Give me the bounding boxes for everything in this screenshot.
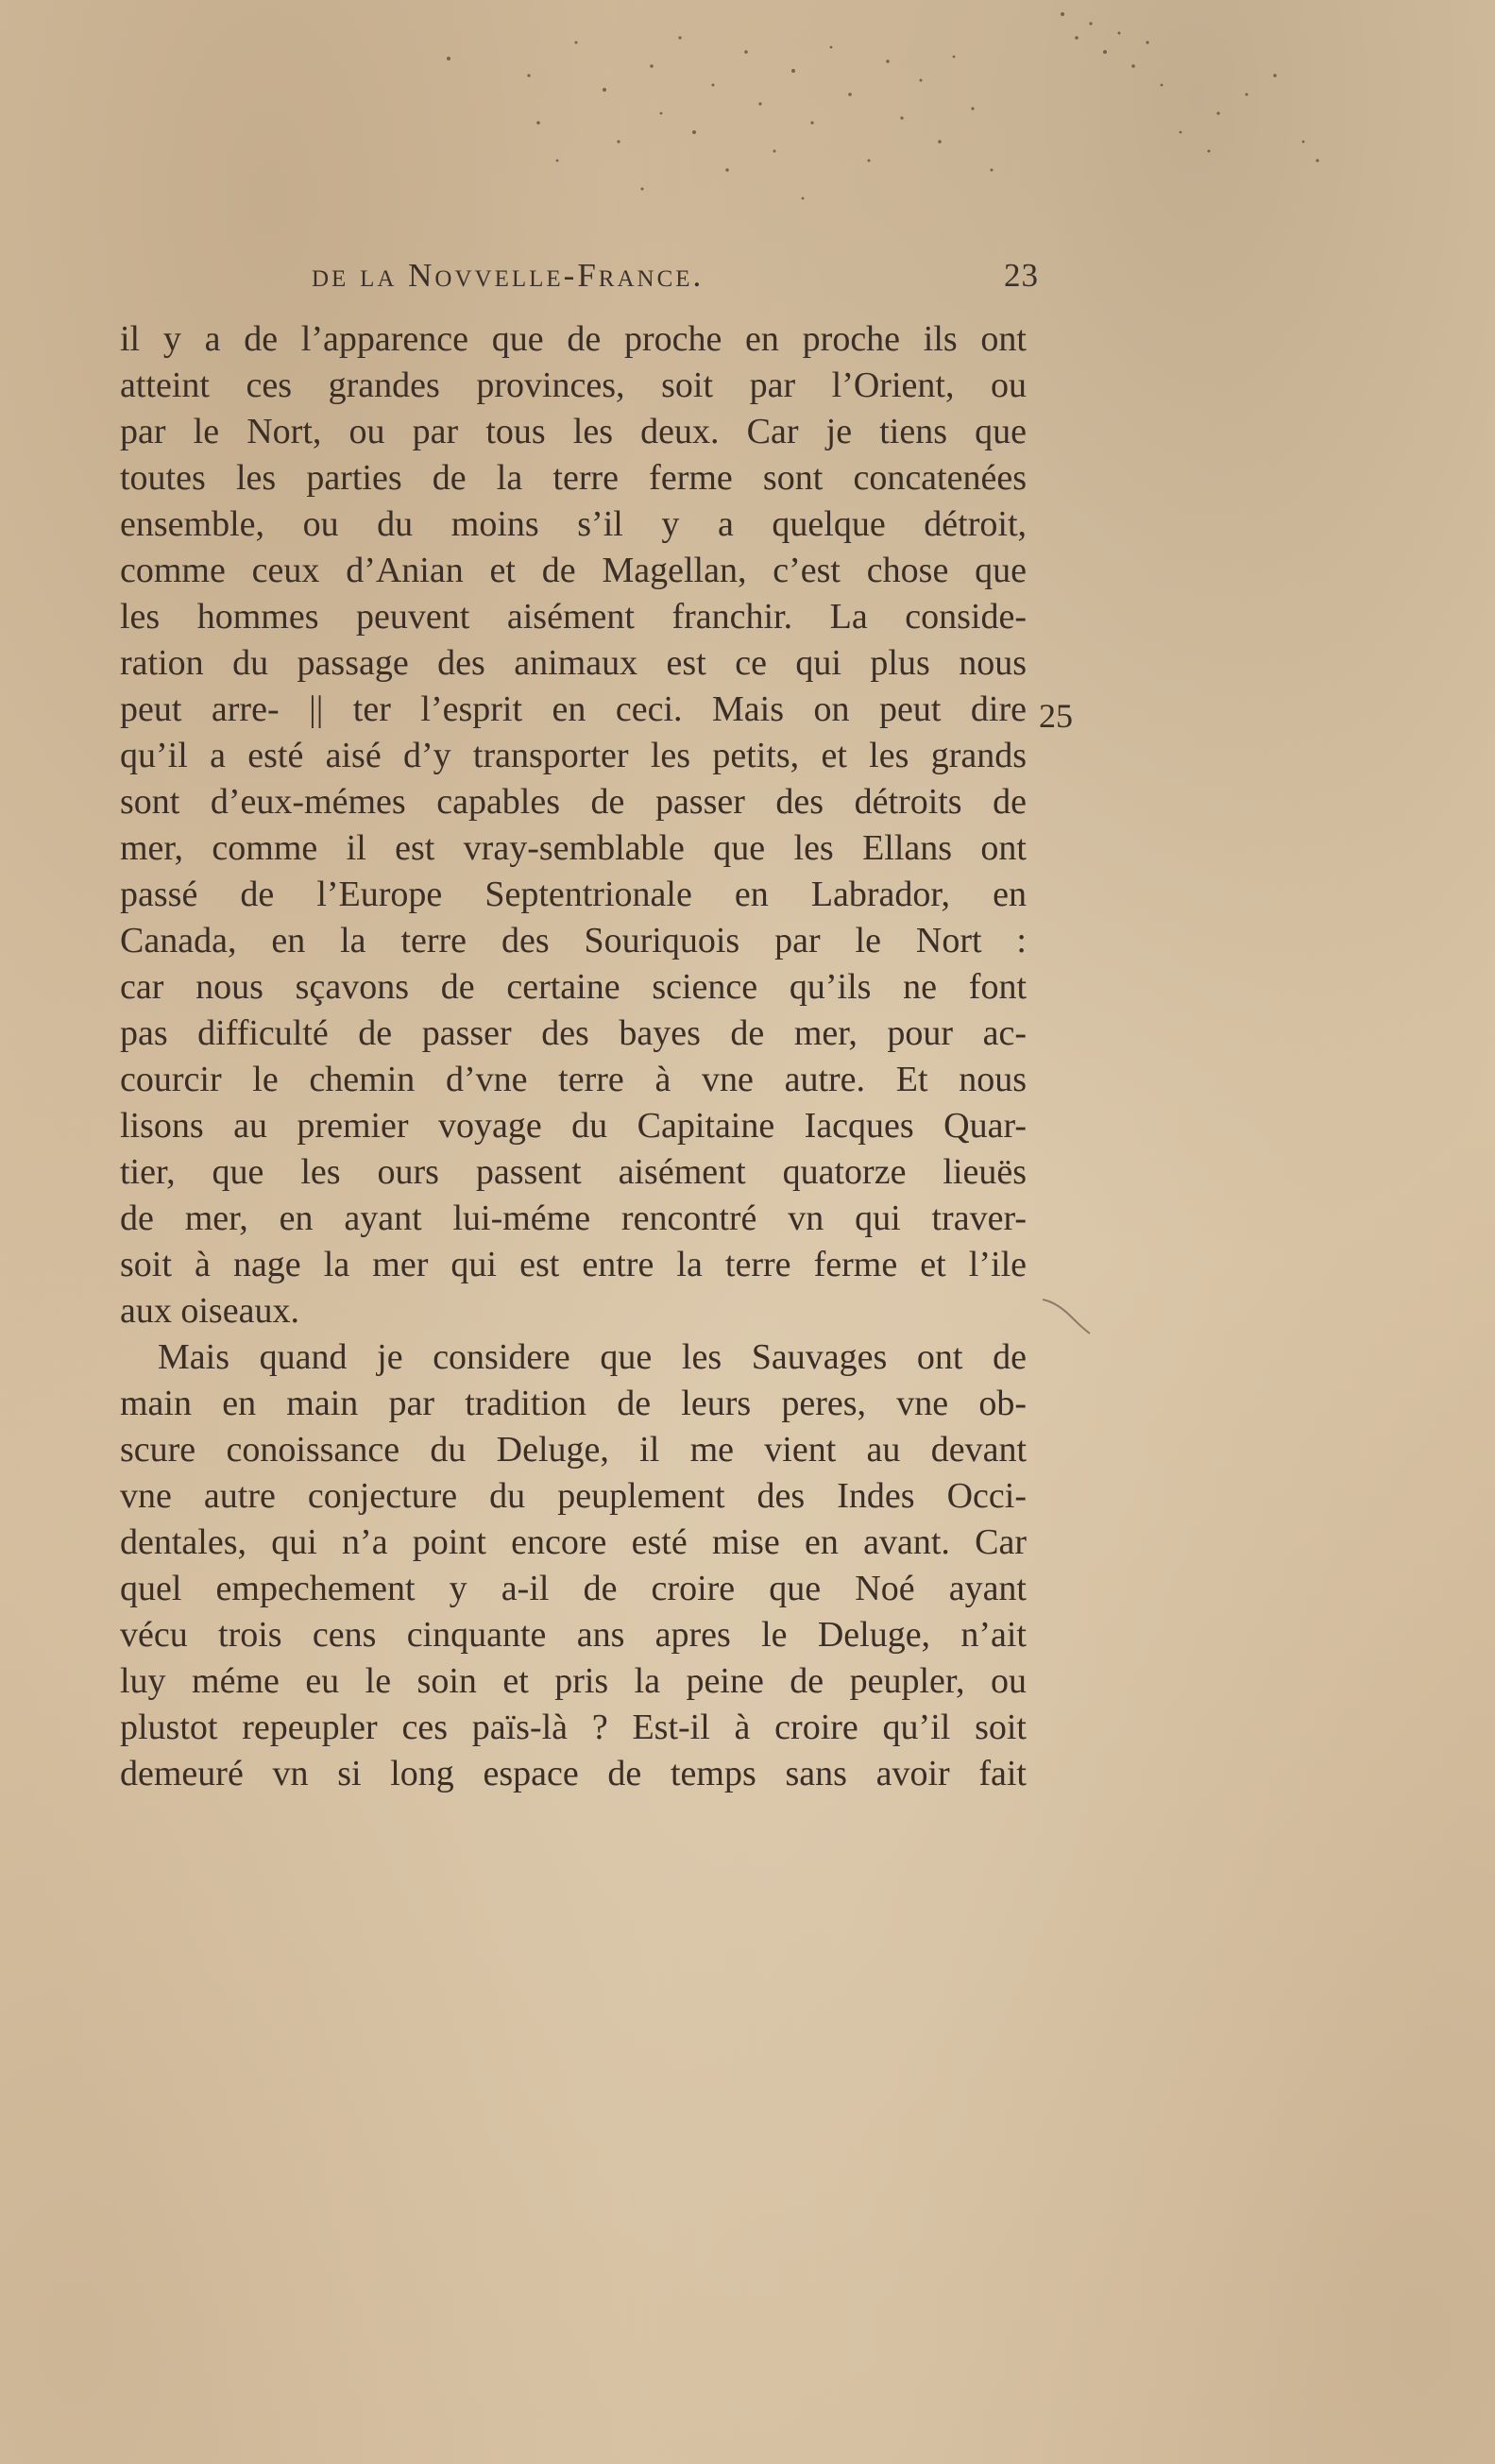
page-number: 23 [1004, 257, 1039, 294]
text-line: demeuré vn si long espace de temps sans avoir fait [120, 1754, 1027, 1793]
text-line: comme ceux d’Anian et de Magellan, c’est chose que [120, 551, 1027, 590]
text-line: de mer, en ayant lui-méme rencontré vn qui traver- [120, 1198, 1027, 1238]
text-line: dentales, qui n’a point encore esté mise en avant. Car [120, 1522, 1027, 1562]
text-line: peut arre- || ter l’esprit en ceci. Mais on peut dire [120, 689, 1027, 729]
text-line: qu’il a esté aisé d’y transporter les petits, et les grands [120, 736, 1027, 775]
text-line: toutes les parties de la terre ferme sont concatenées [120, 458, 1027, 498]
text-line: courcir le chemin d’vne terre à vne autre. Et nous [120, 1060, 1027, 1099]
text-line: atteint ces grandes provinces, soit par l’Orient, ou [120, 365, 1027, 405]
text-line: mer, comme il est vray-semblable que les Ellans ont [120, 828, 1027, 868]
text-line: soit à nage la mer qui est entre la terre ferme et l’ile [120, 1245, 1027, 1284]
margin-page-reference: 25 [1039, 697, 1073, 735]
text-line: vne autre conjecture du peuplement des Indes Occi- [120, 1476, 1027, 1516]
text-line: ensemble, ou du moins s’il y a quelque détroit, [120, 504, 1027, 544]
text-line: car nous sçavons de certaine science qu’ils ne font [120, 967, 1027, 1007]
pencil-mark [1039, 1294, 1096, 1336]
text-line: quel empechement y a-il de croire que Noé ayant [120, 1569, 1027, 1608]
running-head [312, 257, 1039, 300]
text-line: les hommes peuvent aisément franchir. La conside- [120, 597, 1027, 637]
text-line: pas difficulté de passer des bayes de mer, pour ac- [120, 1013, 1027, 1053]
ink-speckles [0, 0, 1495, 246]
text-line: sont d’eux-mémes capables de passer des détroits de [120, 782, 1027, 822]
text-line: main en main par tradition de leurs peres, vne ob- [120, 1384, 1027, 1423]
text-line: Canada, en la terre des Souriquois par le Nort : [120, 921, 1027, 960]
text-line: luy méme eu le soin et pris la peine de peupler, ou [120, 1661, 1027, 1701]
text-line: vécu trois cens cinquante ans apres le Deluge, n’ait [120, 1615, 1027, 1655]
text-line: plustot repeupler ces païs-là ? Est-il à croire qu’il soit [120, 1708, 1027, 1747]
text-line: tier, que les ours passent aisément quatorze lieuës [120, 1152, 1027, 1192]
text-line: lisons au premier voyage du Capitaine Iacques Quar- [120, 1106, 1027, 1146]
text-line: aux oiseaux. [120, 1291, 299, 1331]
text-line: scure conoissance du Deluge, il me vient au devant [120, 1430, 1027, 1470]
body-text [120, 316, 1027, 1797]
text-line: Mais quand je considere que les Sauvages ont de [158, 1337, 1027, 1377]
text-line: passé de l’Europe Septentrionale en Labrador, en [120, 875, 1027, 914]
running-head-title: de la Novvelle-France. [312, 257, 705, 294]
text-line: il y a de l’apparence que de proche en proche ils ont [120, 319, 1027, 359]
text-line: par le Nort, ou par tous les deux. Car je tiens que [120, 412, 1027, 451]
text-line: ration du passage des animaux est ce qui plus nous [120, 643, 1027, 683]
